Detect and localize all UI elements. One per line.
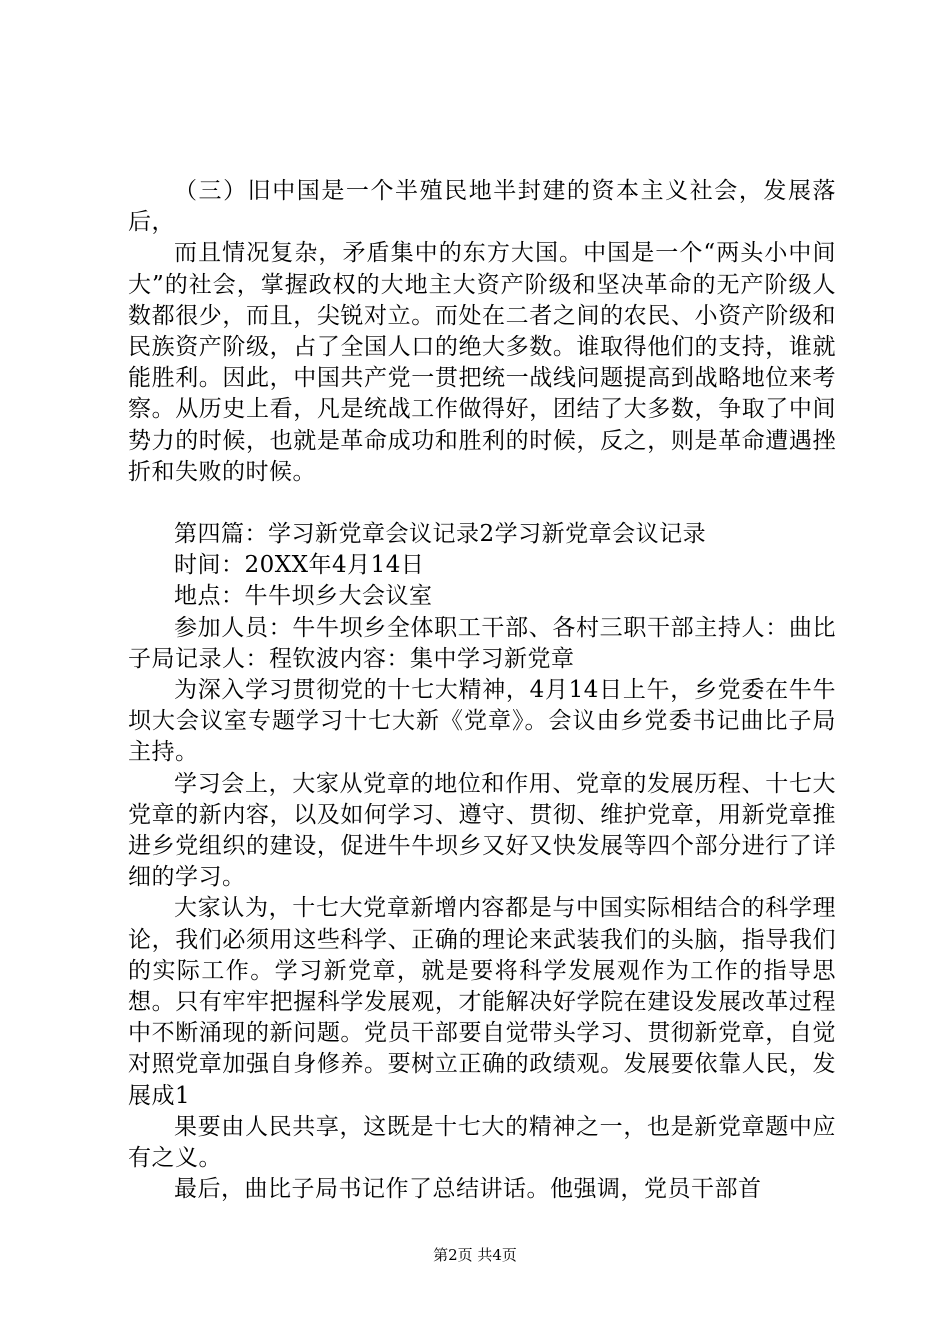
page-footer: 第2页 共4页 (433, 1246, 517, 1264)
meeting-attendees: 参加人员：牛牛坝乡全体职工干部、各村三职干部主持人：曲比子局记录人：程钦波内容：集中学习新党章 (128, 614, 836, 672)
paragraph-study-content: 学习会上，大家从党章的地位和作用、党章的发展历程、十七大党章的新内容，以及如何学习、遵守、贯彻、维护党章，用新党章推进乡党组织的建设，促进牛牛坝乡又好又快发展等四个部分进行了详细的学习。 (128, 770, 836, 891)
meeting-time: 时间：20XX年4月14日 (174, 552, 425, 579)
paragraph-gap (128, 488, 836, 519)
paragraph-united-front: 而且情况复杂，矛盾集中的东方大国。中国是一个“两头小中间大”的社会，掌握政权的大地主大资产阶级和坚决革命的无产阶级人数都很少，而且，尖锐对立。而处在二者之间的农民、小资产阶级和民族资产阶级，占了全国人口的绝大多数。谁取得他们的支持，谁就能胜利。因此，中国共产党一贯把统一战线问题提高到战略地位来考察。从历史上看，凡是统战工作做得好，团结了大多数，争取了中间势力的时候，也就是革命成功和胜利的时候，反之，则是革命遭遇挫折和失败的时候。 (128, 240, 836, 485)
chapter-heading: 第四篇：学习新党章会议记录2学习新党章会议记录 (174, 521, 707, 548)
paragraph-section-three: （三）旧中国是一个半殖民地半封建的资本主义社会，发展落后， (128, 178, 836, 236)
paragraph-shared-results: 果要由人民共享，这既是十七大的精神之一，也是新党章题中应有之义。 (128, 1113, 836, 1172)
document-body (128, 176, 836, 1206)
paragraph-consensus: 大家认为，十七大党章新增内容都是与中国实际相结合的科学理论，我们必须用这些科学、正确的理论来武装我们的头脑，指导我们的实际工作。学习新党章，就是要将科学发展观作为工作的指导思想。只有牢牢把握科学发展观，才能解决好学院在建设发展改革过程中不断涌现的新问题。党员干部要自觉带头学习、贯彻新党章，自觉对照党章加强自身修养。要树立正确的政绩观。发展要依靠人民，发展成1 (128, 895, 836, 1109)
paragraph-meeting-intro: 为深入学习贯彻党的十七大精神，4月14日上午，乡党委在牛牛坝大会议室专题学习十七大新《党章》。会议由乡党委书记曲比子局主持。 (128, 677, 836, 766)
paragraph-closing-speech: 最后，曲比子局书记作了总结讲话。他强调，党员干部首 (174, 1176, 762, 1203)
meeting-location: 地点：牛牛坝乡大会议室 (174, 583, 433, 610)
